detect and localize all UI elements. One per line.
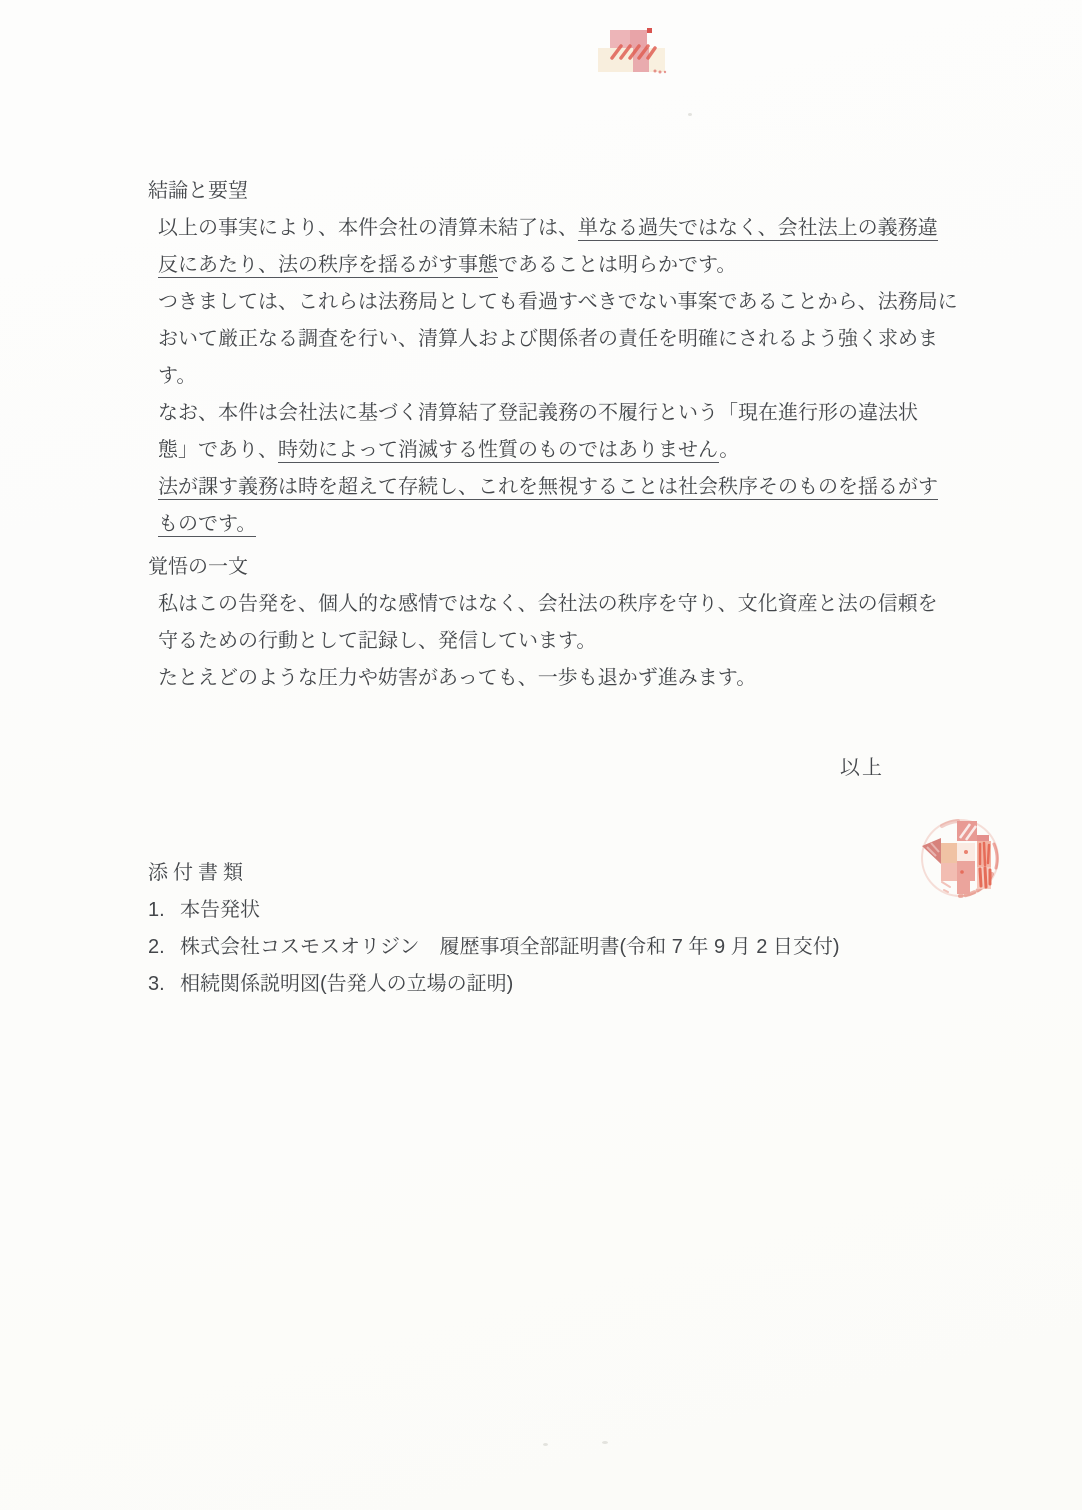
text-line [158, 210, 958, 247]
text-line [158, 432, 958, 469]
underlined-text-run: 時効によって消滅する性質のものではありません [278, 439, 720, 461]
attachments-heading: 添付書類 [148, 862, 248, 884]
attachment-number: 2. [148, 936, 165, 958]
attachment-number: 3. [148, 973, 165, 995]
text-line [158, 395, 958, 432]
paragraph [158, 586, 938, 660]
attachment-item [148, 892, 840, 929]
text-line [158, 660, 938, 697]
text-line [158, 358, 958, 395]
attachment-text: 相続関係説明図(告発人の立場の証明) [180, 973, 514, 995]
underlined-text-run: 法が課す義務は時を超えて存続し、これを無視することは社会秩序そのものを揺るがす [158, 476, 938, 498]
scan-speck [543, 1443, 548, 1446]
text-run: 。 [719, 439, 740, 461]
paragraph [158, 210, 958, 284]
text-run: たとえどのような圧力や妨害があっても、一歩も退かず進みます。 [158, 667, 757, 689]
text-line [158, 247, 958, 284]
underlined-text-run: ものです。 [158, 513, 257, 535]
text-line [158, 506, 958, 543]
round-seal-icon [914, 816, 1006, 902]
attachment-item [148, 929, 840, 966]
scan-speck [602, 1441, 608, 1444]
section-heading-conclusion: 結論と要望 [148, 180, 248, 202]
text-line [158, 284, 958, 321]
section-body-resolve [158, 586, 938, 697]
text-run: つきましては、これらは法務局としても看過すべきでない事案であることから、法務局に [158, 291, 958, 313]
underlined-text-run: 反にあたり、法の秩序を揺るがす事態 [158, 254, 498, 276]
paragraph [158, 284, 958, 395]
paragraph [158, 660, 938, 697]
text-run: 私はこの告発を、個人的な感情ではなく、会社法の秩序を守り、文化資産と法の信頼を [158, 593, 938, 615]
text-run: であることは明らかです。 [498, 254, 737, 276]
attachment-text: 株式会社コスモスオリジン 履歴事項全部証明書(令和 7 年 9 月 2 日交付) [180, 936, 840, 958]
attachment-number: 1. [148, 899, 165, 921]
text-line [158, 586, 938, 623]
paragraph [158, 395, 958, 469]
text-run: 守るための行動として記録し、発信しています。 [158, 630, 597, 652]
text-line [158, 469, 958, 506]
closing-ijou: 以上 [840, 757, 884, 779]
text-run: おいて厳正なる調査を行い、清算人および関係者の責任を明確にされるよう強く求めま [158, 328, 938, 350]
attachment-text: 本告発状 [180, 899, 260, 921]
text-line [158, 623, 938, 660]
redaction-stamp-icon [597, 27, 669, 75]
text-run: す。 [158, 365, 197, 387]
text-run: なお、本件は会社法に基づく清算結了登記義務の不履行という「現在進行形の違法状 [158, 402, 918, 424]
text-run: 以上の事実により、本件会社の清算未結了は、 [158, 217, 578, 239]
underlined-text-run: 単なる過失ではなく、会社法上の義務違 [578, 217, 938, 239]
text-run: 態」であり、 [158, 439, 278, 461]
section-body-conclusion [158, 210, 958, 543]
scan-speck [688, 113, 692, 116]
text-line [158, 321, 958, 358]
section-heading-resolve: 覚悟の一文 [148, 556, 248, 578]
attachments-list [148, 892, 840, 1003]
paragraph [158, 469, 958, 543]
attachment-item [148, 966, 840, 1003]
